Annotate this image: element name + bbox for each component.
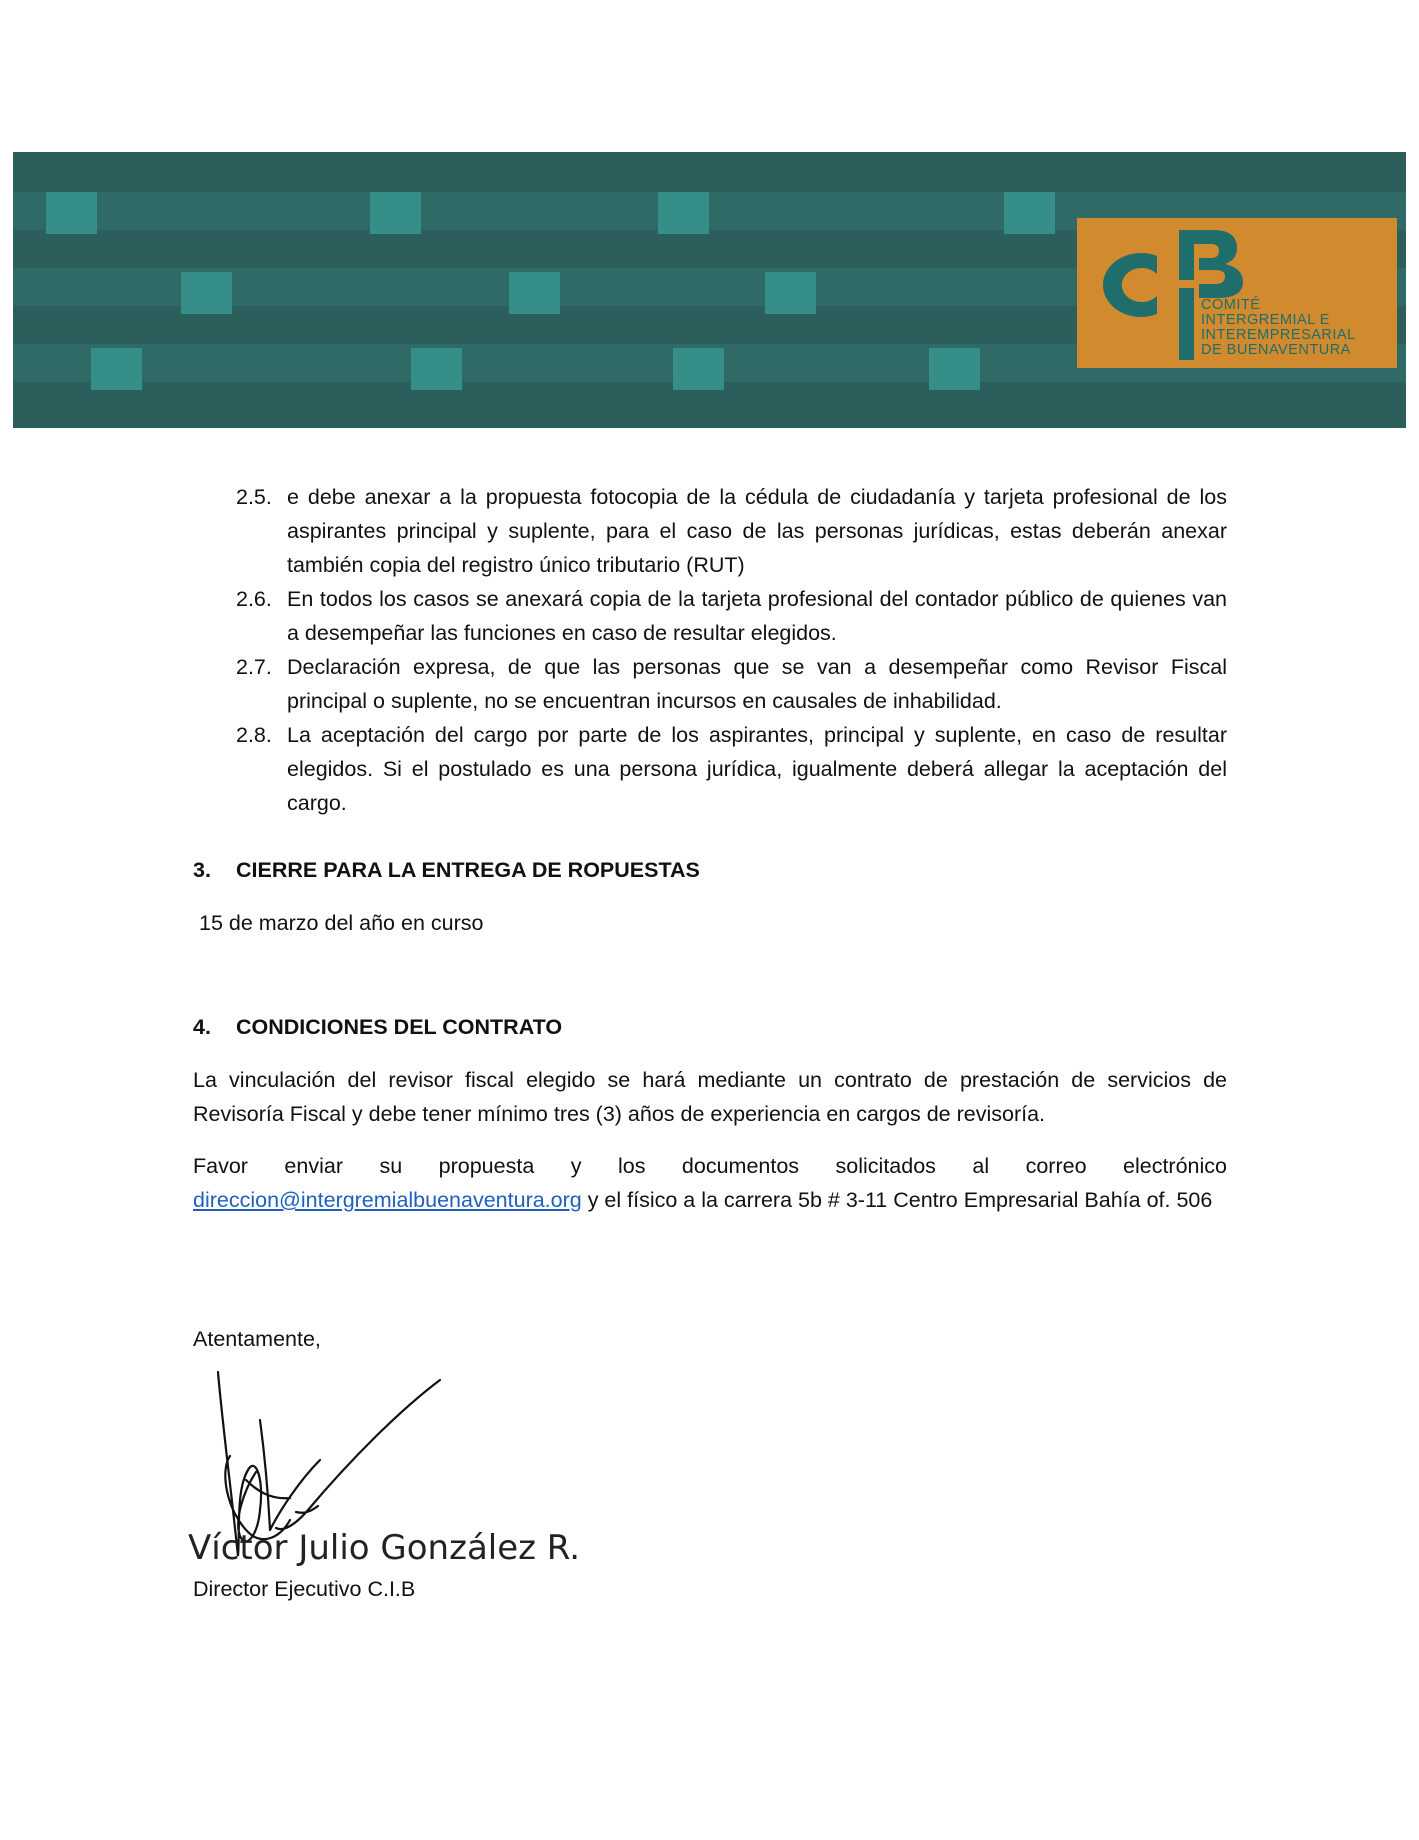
item-number: 2.8. [236,723,272,747]
item-number: 2.7. [236,655,272,679]
list-item: La aceptación del cargo por parte de los aspirantes, principal y suplente, en caso de resultar elegidos. Si el postulado es una persona jurídica, igualmente deberá allegar la aceptación del cargo. [287,723,1227,815]
list-item: e debe anexar a la propuesta fotocopia de la cédula de ciudadanía y tarjeta profesional de los aspirantes principal y suplente, para el caso de las personas jurídicas, estas deberán anexar también copia del registro único tributario (RUT) [287,485,1227,577]
signatory-name: Víctor Julio González R. [188,1528,581,1568]
contract-paragraph: La vinculación del revisor fiscal elegido se hará mediante un contrato de prestación de servicios de Revisoría Fiscal y debe tener mínimo tres (3) años de experiencia en cargos de revisoría. [193,1068,1227,1126]
logo-text-line: INTEREMPRESARIAL [1201,327,1356,343]
contact-text: Favor enviar su propuesta y los documentos solicitados al correo electrónico [193,1154,1227,1178]
email-link[interactable]: direccion@intergremialbuenaventura.org [193,1188,582,1212]
contact-paragraph [193,1149,1227,1217]
section-number: 3. [193,858,211,882]
item-number: 2.5. [236,485,272,509]
item-number: 2.6. [236,587,272,611]
section-heading: CONDICIONES DEL CONTRATO [236,1015,563,1039]
signatory-role: Director Ejecutivo C.I.B [193,1577,416,1601]
section-heading: CIERRE PARA LA ENTREGA DE ROPUESTAS [236,858,700,882]
logo-text-line: INTERGREMIAL E [1201,312,1330,328]
logo-text-line: COMITÉ [1201,297,1261,313]
contact-text: y el físico a la carrera 5b # 3-11 Centro Empresarial Bahía of. 506 [581,1188,1213,1212]
logo-text-line: DE BUENAVENTURA [1201,342,1351,358]
list-item: Declaración expresa, de que las personas que se van a desempeñar como Revisor Fiscal principal o suplente, no se encuentran incursos en causales de inhabilidad. [287,655,1227,713]
list-item: En todos los casos se anexará copia de la tarjeta profesional del contador público de quienes van a desempeñar las funciones en caso de resultar elegidos. [287,587,1227,645]
salutation: Atentamente, [193,1327,321,1351]
section-number: 4. [193,1015,211,1039]
closing-date: 15 de marzo del año en curso [199,911,484,935]
